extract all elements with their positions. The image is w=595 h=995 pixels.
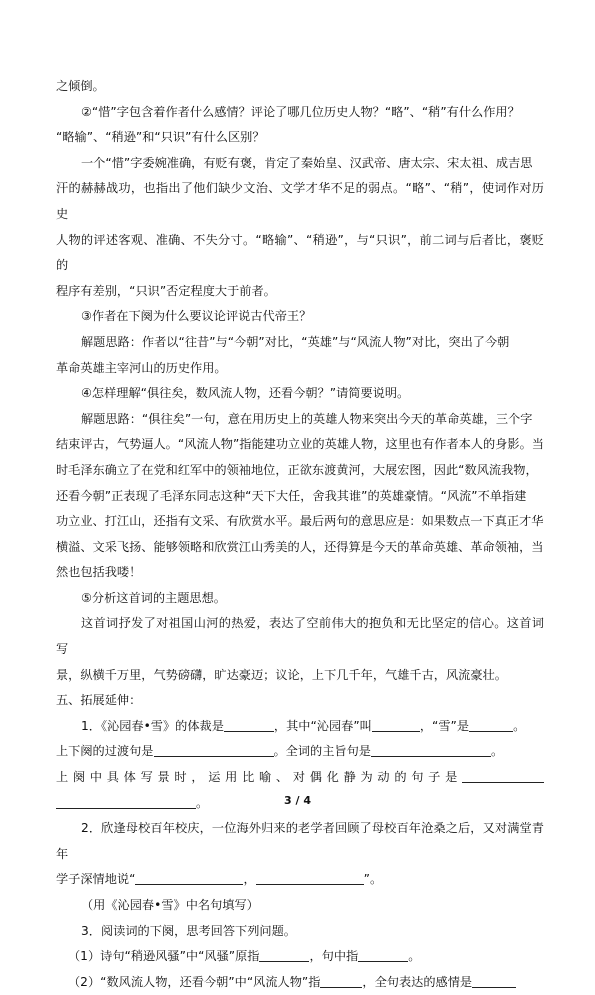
answer-4-line: 然也包括我喽！	[56, 565, 142, 580]
answer-blank[interactable]	[472, 973, 516, 988]
answer-5-line: 景，纵横千万里，气势磅礴，旷达豪迈；议论，上下几千年，气雄千古，风流豪壮。	[56, 667, 507, 682]
answer-blank[interactable]	[154, 742, 274, 757]
exercise-1: 1．《沁园春•雪》的体裁是 ，其中“沁园春”叫 ，“雪”是 。	[81, 718, 526, 733]
answer-4-line: 功立业、打江山，还指有文采、有欣赏水平。最后两句的意思应是：如果数点一下真正才华	[56, 514, 544, 529]
text-line: 之倾倒。	[56, 79, 105, 93]
answer-3-line: 解题思路：作者以“往昔”与“今朝”对比，“英雄”与“风流人物”对比，突出了今朝	[81, 334, 510, 349]
question-4: ④怎样理解“俱往矣，数风流人物，还看今朝？”请简要说明。	[81, 386, 410, 401]
answer-blank[interactable]	[135, 870, 243, 885]
exercise-3-q1: （1）诗句“稍逊风骚”中“风骚”原指 ，句中指 。	[68, 949, 421, 964]
answer-2-line: 程序有差别，“只识”否定程度大于前者。	[56, 283, 276, 298]
answer-blank[interactable]	[371, 742, 491, 757]
text-line: “略输”、“稍逊”和“只识”有什么区别？	[56, 130, 265, 145]
question-2: ②“惜”字包含着作者什么感情？评论了哪几位历史人物？“略”、“稍”有什么作用？	[81, 104, 520, 119]
question-5: ⑤分析这首词的主题思想。	[81, 590, 226, 605]
exercise-2: 2．欣逢母校百年校庆，一位海外归来的老学者回顾了母校百年沧桑之后，又对满堂青年	[56, 821, 544, 861]
answer-2-line: 汗的赫赫战功，也指出了他们缺少文治、文学才华不足的弱点。“略”、“稍”，使词作对历史	[56, 181, 544, 221]
answer-blank[interactable]	[372, 717, 420, 732]
exercise-2-note: （用《沁园春•雪》中名句填写）	[81, 898, 259, 912]
answer-4-line: 还看今朝”正表现了毛泽东同志这种“天下大任，舍我其谁”的英雄豪情。“风流”不单指建	[56, 488, 527, 503]
page-number: 3 / 4	[284, 794, 311, 807]
answer-4-line: 横溢、文采飞扬、能够领略和欣赏江山秀美的人，还得算是今天的革命英雄、革命领袖，当	[56, 539, 544, 554]
exercise-2-line: 学子深情地说“ ， ”。	[56, 872, 383, 887]
answer-blank[interactable]	[320, 973, 362, 988]
exercise-3-q2: （2）“数风流人物，还看今朝”中“风流人物”指 ，全句表达的感情是	[56, 970, 544, 995]
exercise-1-line: 上阕中具体写景时，运用比喻、对偶化静为动的句子是 。	[56, 765, 544, 816]
answer-5-line: 这首词抒发了对祖国山河的热爱，表达了空前伟大的抱负和无比坚定的信心。这首词写	[56, 616, 544, 657]
answer-blank[interactable]	[259, 947, 309, 962]
document-body	[56, 74, 544, 995]
answer-3-line: 革命英雄主宰河山的历史作用。	[56, 360, 227, 375]
answer-blank[interactable]	[256, 870, 364, 885]
answer-4-line: 结束评古，气势逼人。“风流人物”指能建功立业的英雄人物，这里也有作者本人的身影。当	[56, 437, 544, 452]
answer-4-line: 解题思路：“俱往矣”一句，意在用历史上的英雄人物来突出今天的革命英雄，三个字	[81, 411, 533, 426]
answer-blank[interactable]	[358, 947, 408, 962]
answer-4-line: 时毛泽东确立了在党和红军中的领袖地位，正欲东渡黄河，大展宏图，因此“数风流我物，	[56, 462, 538, 477]
exercise-3: 3．阅读词的下阕，思考回答下列问题。	[81, 923, 296, 938]
answer-2-line: 一个“惜”字委婉准确，有贬有褒，肯定了秦始皇、汉武帝、唐太宗、宋太祖、成吉思	[81, 155, 533, 170]
answer-blank[interactable]	[469, 717, 513, 732]
exercise-1-line: 上下阕的过渡句是 。全词的主旨句是 。	[56, 744, 504, 759]
answer-blank[interactable]	[224, 717, 274, 732]
question-3: ③作者在下阕为什么要议论评说古代帝王？	[81, 309, 312, 324]
answer-2-line: 人物的评述客观、准确、不失分寸。“略输”、“稍逊”，与“只识”，前二词与后者比，褒贬的	[56, 232, 544, 273]
section-heading: 五、拓展延伸：	[56, 693, 142, 708]
answer-blank[interactable]	[462, 768, 544, 783]
